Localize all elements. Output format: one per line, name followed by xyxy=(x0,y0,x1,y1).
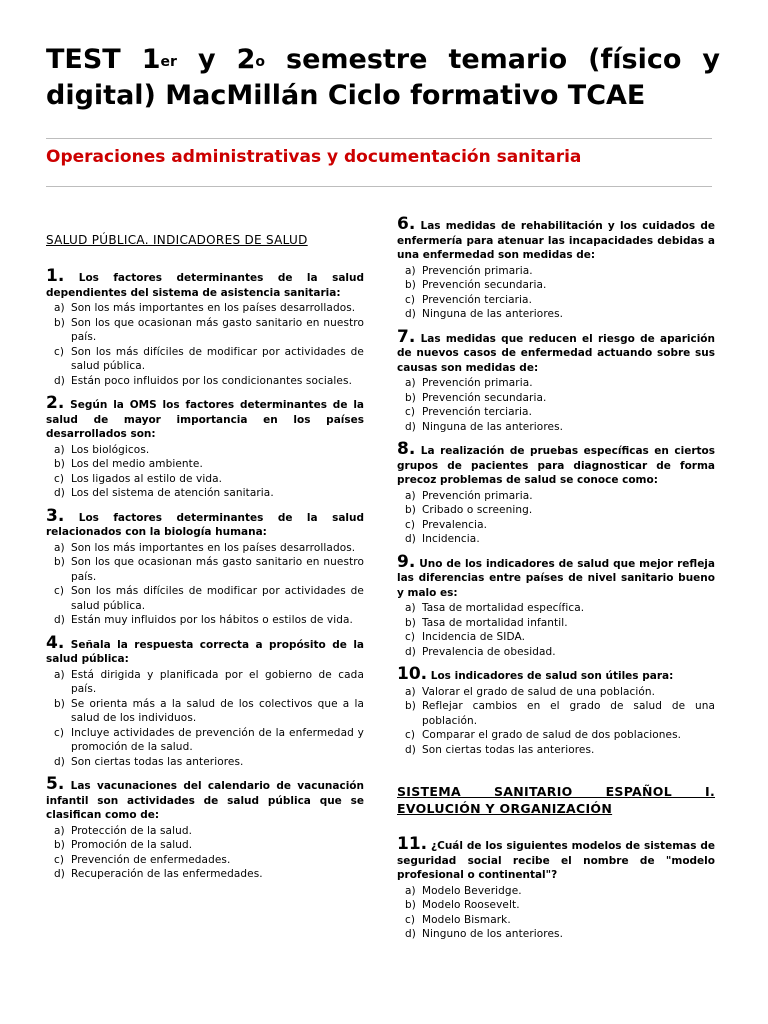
answer-option: d) Ninguna de las anteriores. xyxy=(405,420,564,433)
question-text: 8. La realización de pruebas específicas en ciertos grupos de pacientes para diagnosticar de forma precoz problemas de salud se conoce como: xyxy=(397,439,715,486)
answer-option: c) Prevención terciaria. xyxy=(405,293,533,306)
answer-option: b) Son los que ocasionan más gasto sanitario en nuestro país. xyxy=(54,316,364,343)
question-item xyxy=(397,834,716,942)
question-text: 4. Señala la respuesta correcta a propósito de la salud pública: xyxy=(46,632,365,665)
question-text: 6. Las medidas de rehabilitación y los cuidados de enfermería para atenuar las incapacidades debidas a una enfermedad son medidas de: xyxy=(397,214,716,261)
question-item xyxy=(397,551,715,660)
question-item xyxy=(397,326,715,435)
document-title: TEST 1er y 2$^o$ semestre temario (físico y digital) MacMillán Ciclo formativo TCAE xyxy=(46,44,720,111)
question-text: 5. Las vacunaciones del calendario de vacunación infantil son actividades de salud pública que se clasifican como de: xyxy=(46,774,364,821)
answer-option: d) Recuperación de las enfermedades. xyxy=(54,868,263,880)
answer-option: d) Ninguna de las anteriores. xyxy=(405,308,564,320)
question-text: 3. Los factores determinantes de la salud relacionados con la biología humana: xyxy=(46,505,364,538)
answer-option: a) Los biológicos. xyxy=(54,443,150,456)
question-text: 7. Las medidas que reducen el riesgo de aparición de nuevos casos de enfermedad actuando sobre sus causas son medidas de: xyxy=(397,326,715,374)
left-column xyxy=(46,232,364,882)
answer-option: b) Los del medio ambiente. xyxy=(54,458,203,470)
divider-top xyxy=(46,138,712,139)
answer-option: a) Protección de la salud. xyxy=(54,824,193,837)
answer-list xyxy=(397,601,715,659)
question-text: 9. Uno de los indicadores de salud que mejor refleja las diferencias entre países de nivel sanitario bueno y malo es: xyxy=(397,551,715,599)
answer-list xyxy=(397,685,715,758)
answer-option: a) Son los más importantes en los países desarrollados. xyxy=(54,302,356,314)
answer-list xyxy=(397,376,715,434)
answer-list xyxy=(397,489,715,547)
question-item xyxy=(46,774,364,882)
question-item xyxy=(397,214,716,322)
question-text: 11. ¿Cuál de los siguientes modelos de sistemas de seguridad social recibe el nombre de "modelo profesional o continental"? xyxy=(397,834,716,881)
answer-option: c) Incidencia de SIDA. xyxy=(405,631,526,643)
question-item xyxy=(46,632,365,770)
question-text: 2. Según la OMS los factores determinantes de la salud de mayor importancia en los países desarrollados son: xyxy=(46,393,365,440)
answer-option: a) Modelo Beveridge. xyxy=(405,884,522,897)
answer-list xyxy=(46,541,364,628)
answer-option: a) Valorar el grado de salud de una población. xyxy=(405,685,656,698)
answer-option: c) Son los más difíciles de modificar por actividades de salud pública. xyxy=(54,345,364,372)
answer-option: a) Prevención primaria. xyxy=(405,264,533,277)
answer-option: d) Están poco influidos por los condicionantes sociales. xyxy=(54,374,353,387)
answer-option: b) Modelo Roosevelt. xyxy=(405,899,520,911)
answer-list xyxy=(46,443,364,501)
answer-option: c) Incluye actividades de prevención de la enfermedad y promoción de la salud. xyxy=(54,726,364,753)
answer-list xyxy=(397,264,715,322)
answer-option: c) Comparar el grado de salud de dos poblaciones. xyxy=(405,729,682,741)
answer-option: c) Son los más difíciles de modificar por actividades de salud pública. xyxy=(54,585,364,612)
question-item xyxy=(46,266,364,388)
answer-option: b) Prevención secundaria. xyxy=(405,391,547,404)
answer-option: b) Se orienta más a la salud de los colectivos que a la salud de los individuos. xyxy=(54,697,364,724)
answer-option: d) Están muy influidos por los hábitos o estilos de vida. xyxy=(54,614,353,626)
answer-option: a) Tasa de mortalidad específica. xyxy=(405,602,585,614)
divider-bottom xyxy=(46,186,712,187)
right-column xyxy=(397,214,716,942)
answer-option: b) Promoción de la salud. xyxy=(54,839,193,851)
document-subtitle: Operaciones administrativas y documentación sanitaria xyxy=(46,147,582,167)
question-item xyxy=(46,505,364,628)
answer-option: c) Prevención terciaria. xyxy=(405,406,533,418)
answer-option: a) Está dirigida y planificada por el gobierno de cada país. xyxy=(54,668,364,695)
answer-list xyxy=(397,884,715,942)
question-text: 10. Los indicadores de salud son útiles para: xyxy=(397,664,674,684)
question-text: 1. Los factores determinantes de la salud dependientes del sistema de asistencia sanitaria: xyxy=(46,266,364,299)
section-heading: SISTEMA SANITARIO ESPAÑOL I. EVOLUCIÓN Y ORGANIZACIÓN xyxy=(397,784,715,816)
answer-option: c) Prevención de enfermedades. xyxy=(54,853,231,866)
answer-list xyxy=(46,668,364,770)
answer-option: b) Prevención secundaria. xyxy=(405,279,547,291)
answer-option: b) Tasa de mortalidad infantil. xyxy=(405,616,568,629)
question-item xyxy=(397,664,715,757)
answer-option: a) Prevención primaria. xyxy=(405,377,533,389)
answer-option: d) Prevalencia de obesidad. xyxy=(405,645,556,658)
answer-option: d) Son ciertas todas las anteriores. xyxy=(405,743,595,756)
answer-option: a) Prevención primaria. xyxy=(405,489,533,502)
answer-list xyxy=(46,301,364,388)
answer-option: c) Los ligados al estilo de vida. xyxy=(54,472,223,485)
answer-option: d) Son ciertas todas las anteriores. xyxy=(54,755,244,768)
answer-option: a) Son los más importantes en los países desarrollados. xyxy=(54,541,356,554)
question-item xyxy=(397,439,715,547)
question-item xyxy=(46,393,365,501)
answer-option: c) Prevalencia. xyxy=(405,518,488,531)
answer-option: b) Reflejar cambios en el grado de salud de una población. xyxy=(405,700,715,727)
answer-option: d) Incidencia. xyxy=(405,533,480,545)
answer-option: d) Los del sistema de atención sanitaria. xyxy=(54,487,274,499)
answer-option: b) Son los que ocasionan más gasto sanitario en nuestro país. xyxy=(54,556,364,583)
answer-option: d) Ninguno de los anteriores. xyxy=(405,928,564,940)
section-heading: SALUD PÚBLICA. INDICADORES DE SALUD xyxy=(46,233,308,247)
answer-option: c) Modelo Bismark. xyxy=(405,913,511,926)
answer-option: b) Cribado o screening. xyxy=(405,504,533,516)
answer-list xyxy=(46,824,364,882)
